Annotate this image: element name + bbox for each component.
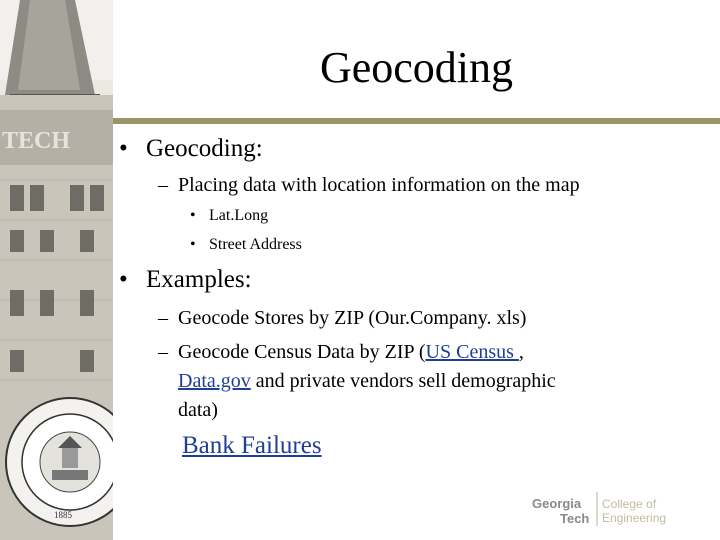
sub-bullet-placing-data-text: Placing data with location information on the map [178,174,580,196]
census-line-comma: , [518,341,524,363]
sub-bullet-geocode-stores-text: Geocode Stores by ZIP (Our.Company. xls) [178,307,527,329]
logo-georgia-text: Georgia [532,496,582,511]
sub-sub-bullet-latlong-text: Lat.Long [209,207,269,224]
logo-tech-text: Tech [560,511,590,526]
bullet-examples-text: Examples: [146,266,252,293]
title-rule [113,118,720,124]
bullet-glyph: • [190,207,196,224]
census-line-prefix: Geocode Census Data by ZIP ( [178,341,426,363]
dash-glyph: – [158,174,168,196]
bullet-glyph: • [190,236,196,253]
georgia-tech-coe-logo [530,488,690,532]
bullet-glyph: • [119,266,128,293]
dash-glyph: – [158,307,168,329]
census-line-suffix1: and private vendors sell demographic [250,370,556,392]
svg-text:TECH: TECH [2,128,71,154]
sub-sub-bullet-street-address-text: Street Address [209,236,302,253]
slide-title: Geocoding [319,43,514,92]
logo-college-text: College of [602,497,657,511]
bullet-geocoding-text: Geocoding: [146,135,263,162]
census-line-suffix2: data) [178,399,218,421]
tower-photo [0,0,113,540]
logo-engineering-text: Engineering [602,511,667,525]
bullet-glyph: • [119,135,128,162]
data-gov-link[interactable]: Data.gov [178,370,251,392]
us-census-link[interactable]: US Census [425,341,519,363]
bank-failures-link[interactable]: Bank Failures [182,432,322,459]
dash-glyph: – [158,341,168,363]
seal-year: 1885 [54,510,72,520]
